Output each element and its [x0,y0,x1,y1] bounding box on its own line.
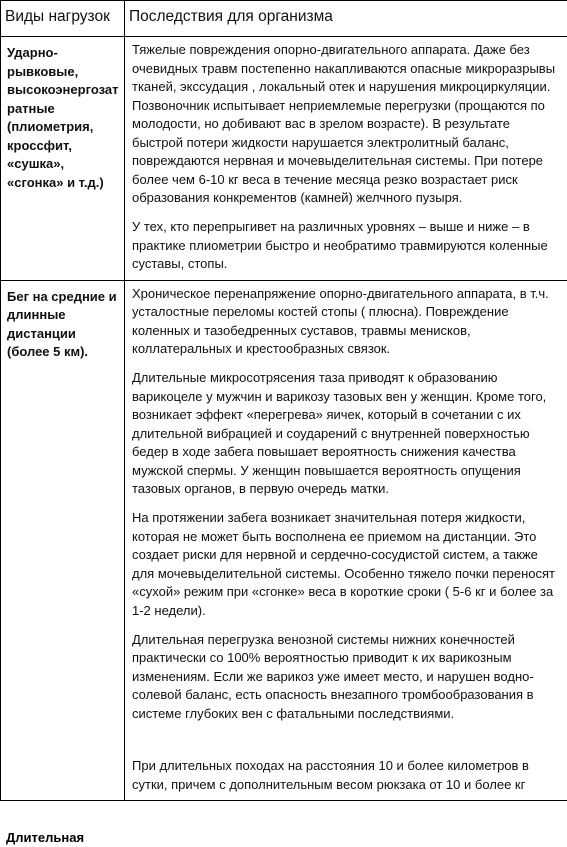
consequence-paragraph: У тех, кто перепрыгивет на различных уровнях – выше и ниже – в практике плиометрии быстро и необратимо травмируются коленные суставы, стопы. [132,219,548,271]
load-type-label: Бег на средние и длинные дистанции (более 5 км). [7,288,117,359]
load-type-label: Длительная [6,830,85,845]
consequences-cell [125,37,567,281]
header-load-types: Виды нагрузок [1,1,125,37]
consequence-paragraph: Длительная перегрузка венозной системы нижних конечностей практически со 100% вероятностью приводит к их варикозным изменениям. Если же варикоз уже имеет место, и нарушен водно-солевой баланс, есть опасность внезапного тромбообразования в системе глубоких вен с фатальными последствиями. [132,631,534,721]
header-consequences: Последствия для организма [125,1,567,37]
load-type-label: Ударно- рывковые, высокоэнергозат ратные (плиометрия, кроссфит, «сушка», «сгонка» и т.д.) [7,45,119,190]
consequence-paragraph: Тяжелые повреждения опорно-двигательного аппарата. Даже без очевидных травм постепенно накапливаются опасные микроразрывы тканей, экссудация , локальный отек и нарушения микроциркуляции. Позвоночник испытывает неприемлемые перегрузки (прощаются по молодости, но добивают вас в зрелом возрасте). В результате быстрой потери жидкости нарушается электролитный баланс, повреждаются нервная и мочевыделительная системы. При потере более чем 6-10 кг веса в течение месяца резко возрастает риск образования конкрементов (камней) желчного пузыря. [132,42,556,205]
consequence-paragraph: Хроническое перенапряжение опорно-двигательного аппарата, в т.ч. усталостные переломы костей стопы ( плюсна). Повреждение коленных и тазобедренных суставов, травмы менисков, коллатеральных и крестообразных связок. [132,285,549,356]
load-type-label-cutoff [6,829,118,847]
table-header-row [1,1,567,37]
consequences-cell [125,280,567,801]
load-type-cell [1,280,125,801]
consequence-paragraph: На протяжении забега возникает значительная потеря жидкости, которая не может быть восполнена ее приемом на дистанции. Это создает риски для нервной и сердечно-сосудистой систем, а также для мочевыделительной системы. Особенно тяжело почки переносят «сухой» режим при «сгонке» веса в короткие сроки ( 5-6 кг и более за 1-2 недели). [132,510,555,618]
load-type-cell [1,37,125,281]
table-row [1,37,567,281]
table-row [1,280,567,801]
consequence-paragraph: При длительных походах на расстояния 10 и более километров в сутки, причем с дополнительным весом рюкзака от 10 и более кг [132,758,529,792]
consequence-paragraph: Длительные микросотрясения таза приводят к образованию варикоцеле у мужчин и варикозу тазовых вен у женщин. Кроме того, возникает эффект «перегрева» яичек, который в сочетании с их длительной вибрацией и соударений с внутренней поверхностью бедер в ходе забега повышает вероятность снижения качества мужской спермы. У женщин повышается вероятность опущения тазовых органов, в первую очередь матки. [132,370,547,496]
